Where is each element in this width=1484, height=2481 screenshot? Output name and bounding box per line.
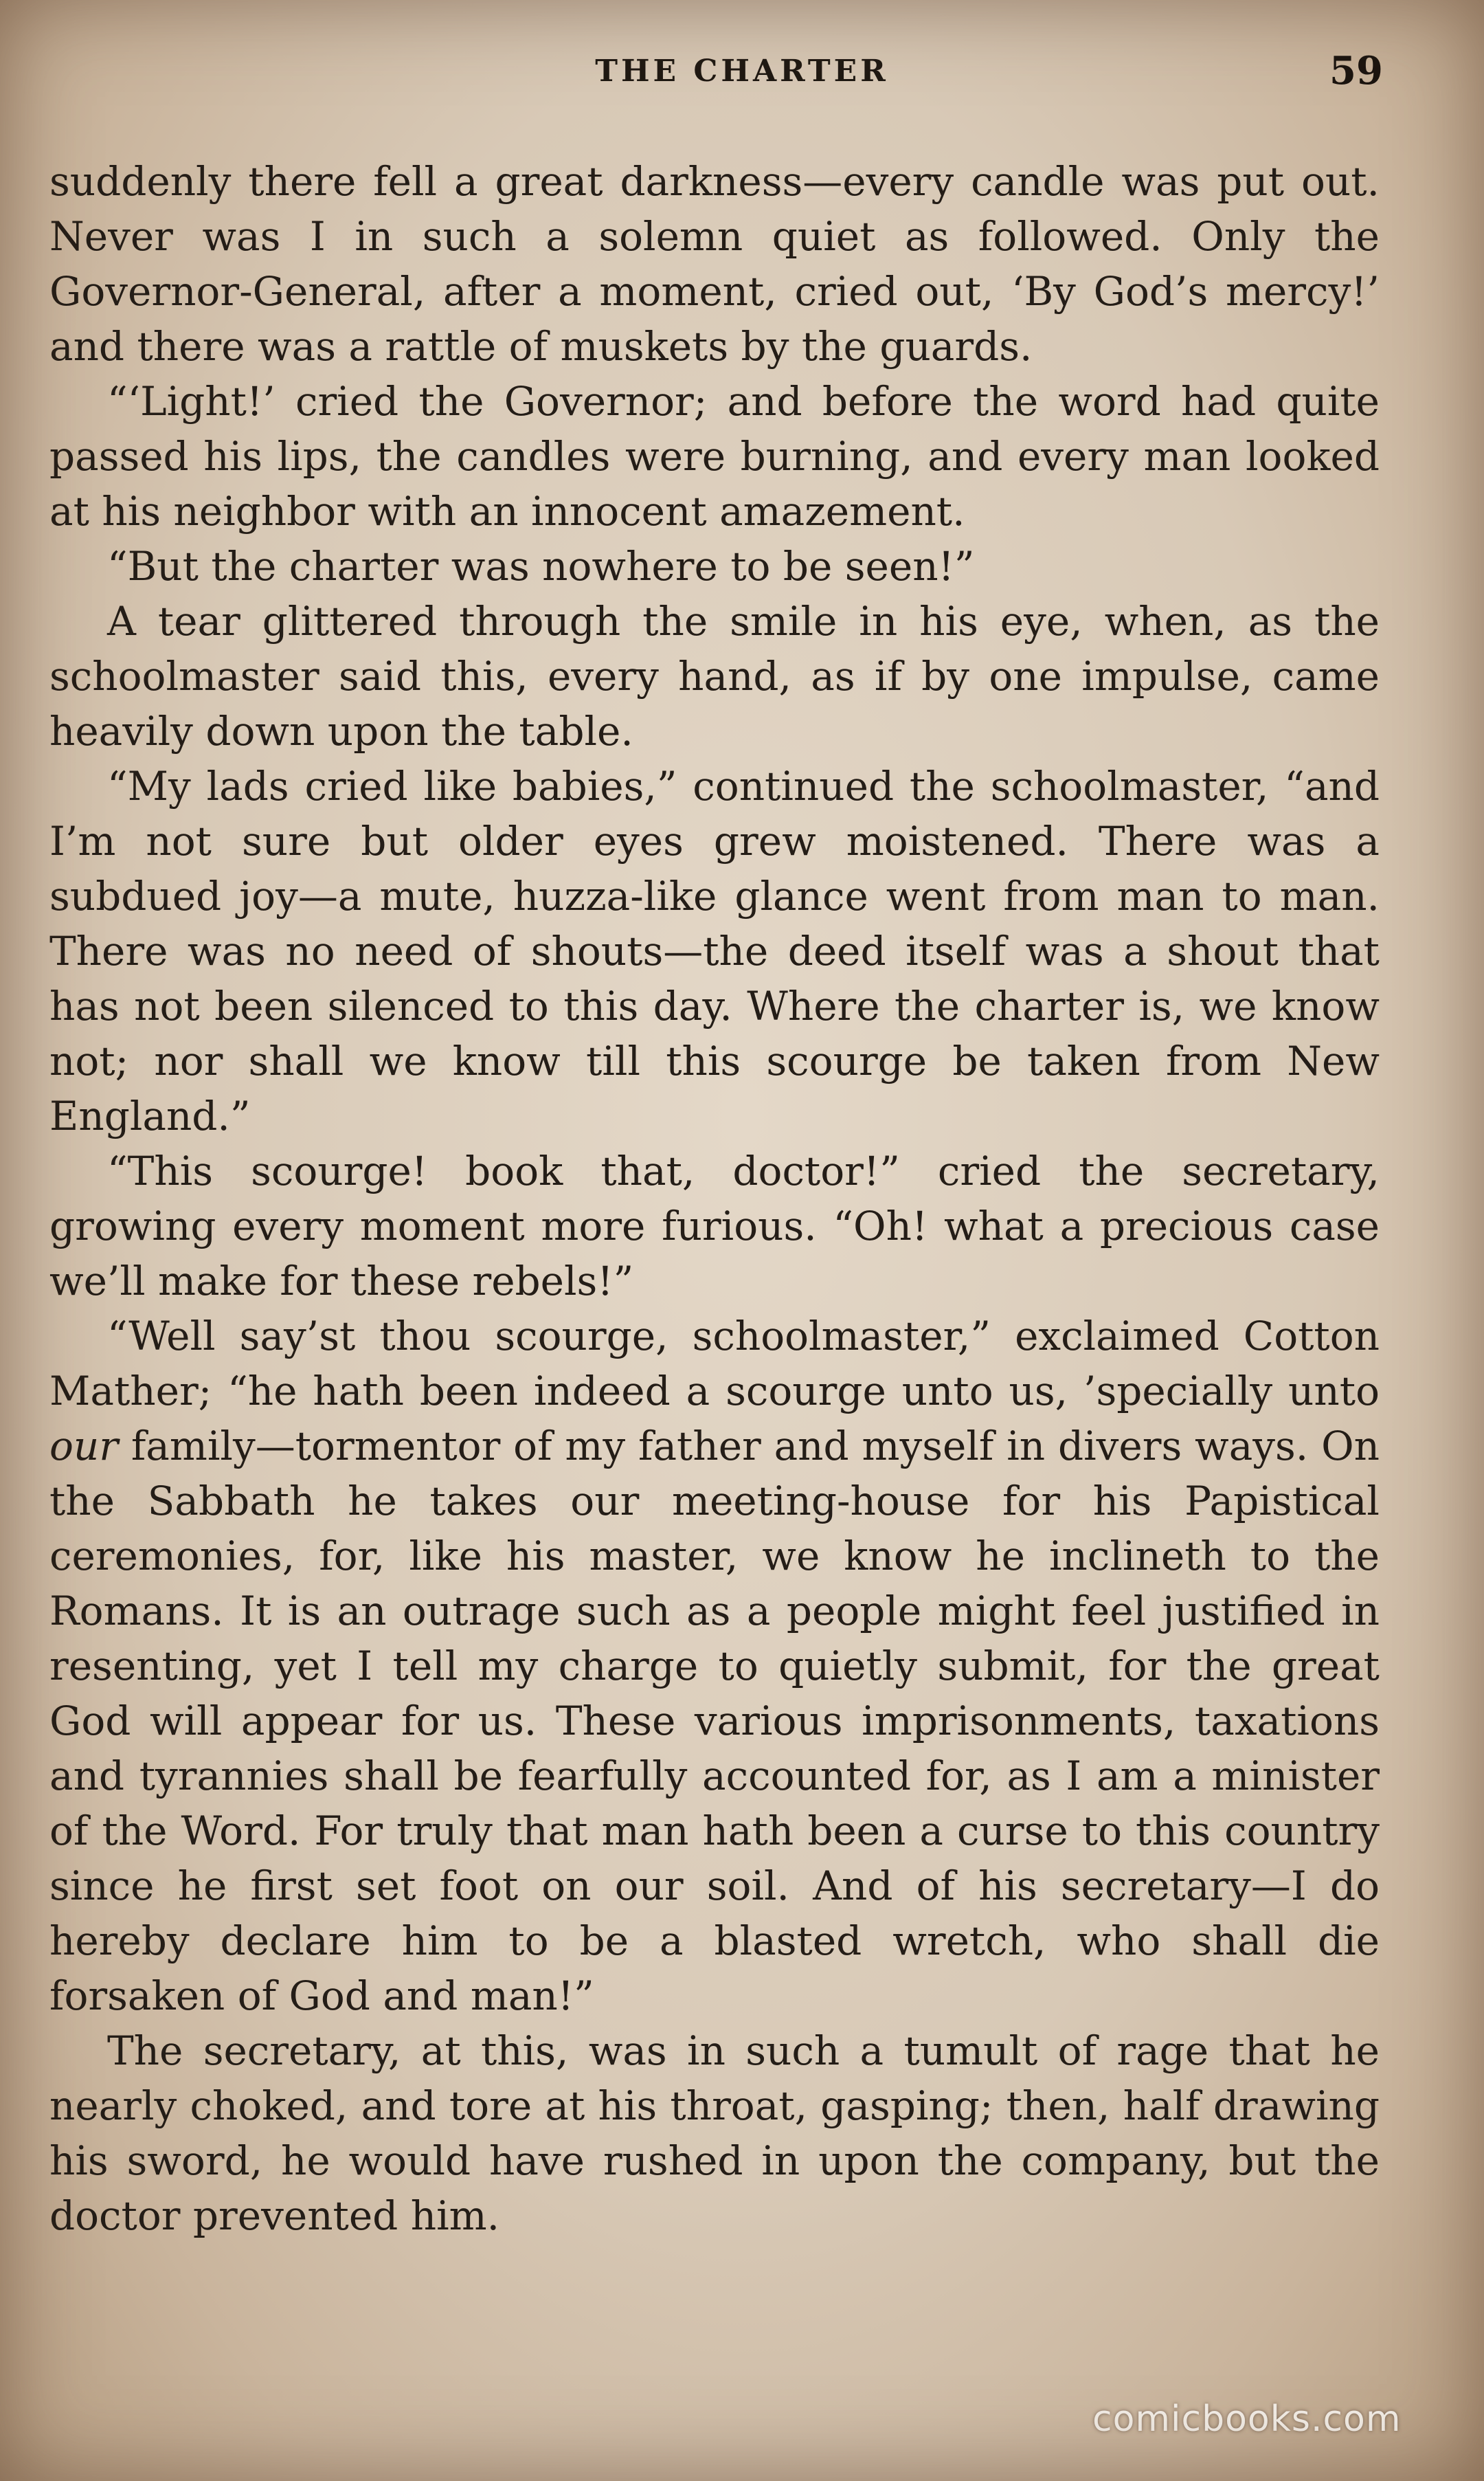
paragraph: “My lads cried like babies,” continued the schoolmaster, “and I’m not sure but older eyes grew moistened. There was a subdued joy—a mute, huzza-like glance went from man to man. There was no need of shouts—the deed itself was a shout that has not been silenced to this day. Where the charter is, we know not; nor shall we know till this scourge be taken from New England.” — [49, 763, 1380, 1139]
paragraph-text: “Well say’st thou scourge, schoolmaster,” exclaimed Cotton Mather; “he hath been indeed a scourge unto us, ’specially unto — [49, 1313, 1380, 1414]
paragraph — [49, 1309, 1380, 2023]
watermark: comicbooks.com — [1092, 2399, 1402, 2440]
paragraph: A tear glittered through the smile in his eye, when, as the schoolmaster said this, every hand, as if by one impulse, came heavily down upon the table. — [49, 598, 1380, 755]
paragraph: “But the charter was nowhere to be seen!” — [107, 543, 975, 590]
running-title: THE CHARTER — [595, 54, 889, 89]
paragraph: suddenly there fell a great darkness—every candle was put out. Never was I in such a solemn quiet as followed. Only the Governor-General, after a moment, cried out, ‘By God’s mercy!’ and there was a rattle of muskets by the guards. — [49, 158, 1380, 370]
page-number: 59 — [1329, 48, 1383, 93]
paragraph: “‘Light!’ cried the Governor; and before the word had quite passed his lips, the candles were burning, and every man looked at his neighbor with an innocent amazement. — [49, 378, 1380, 535]
paragraph-text: family—tormentor of my father and myself in divers ways. On the Sabbath he takes our meeting-house for his Papistical ceremonies, for, like his master, we know he inclineth to the Romans. It is an outrage such as a people might feel justified in resenting, yet I tell my charge to quietly submit, for the great God will appear for us. These various imprisonments, taxations and tyrannies shall be fearfully accounted for, as I am a minister of the Word. For truly that man hath been a curse to this country since he first set foot on our soil. And of his secretary—I do hereby declare him to be a blasted wretch, who shall die forsaken of God and man!” — [49, 1423, 1380, 2019]
paragraph: “This scourge! book that, doctor!” cried the secretary, growing every moment more furious. “Oh! what a precious case we’ll make for these rebels!” — [49, 1148, 1380, 1304]
emphasized-word: our — [49, 1423, 118, 1469]
body-text — [49, 154, 1380, 2243]
paragraph: The secretary, at this, was in such a tumult of rage that he nearly choked, and tore at his throat, gasping; then, half drawing his sword, he would have rushed in upon the company, but the doctor prevented him. — [49, 2027, 1380, 2239]
